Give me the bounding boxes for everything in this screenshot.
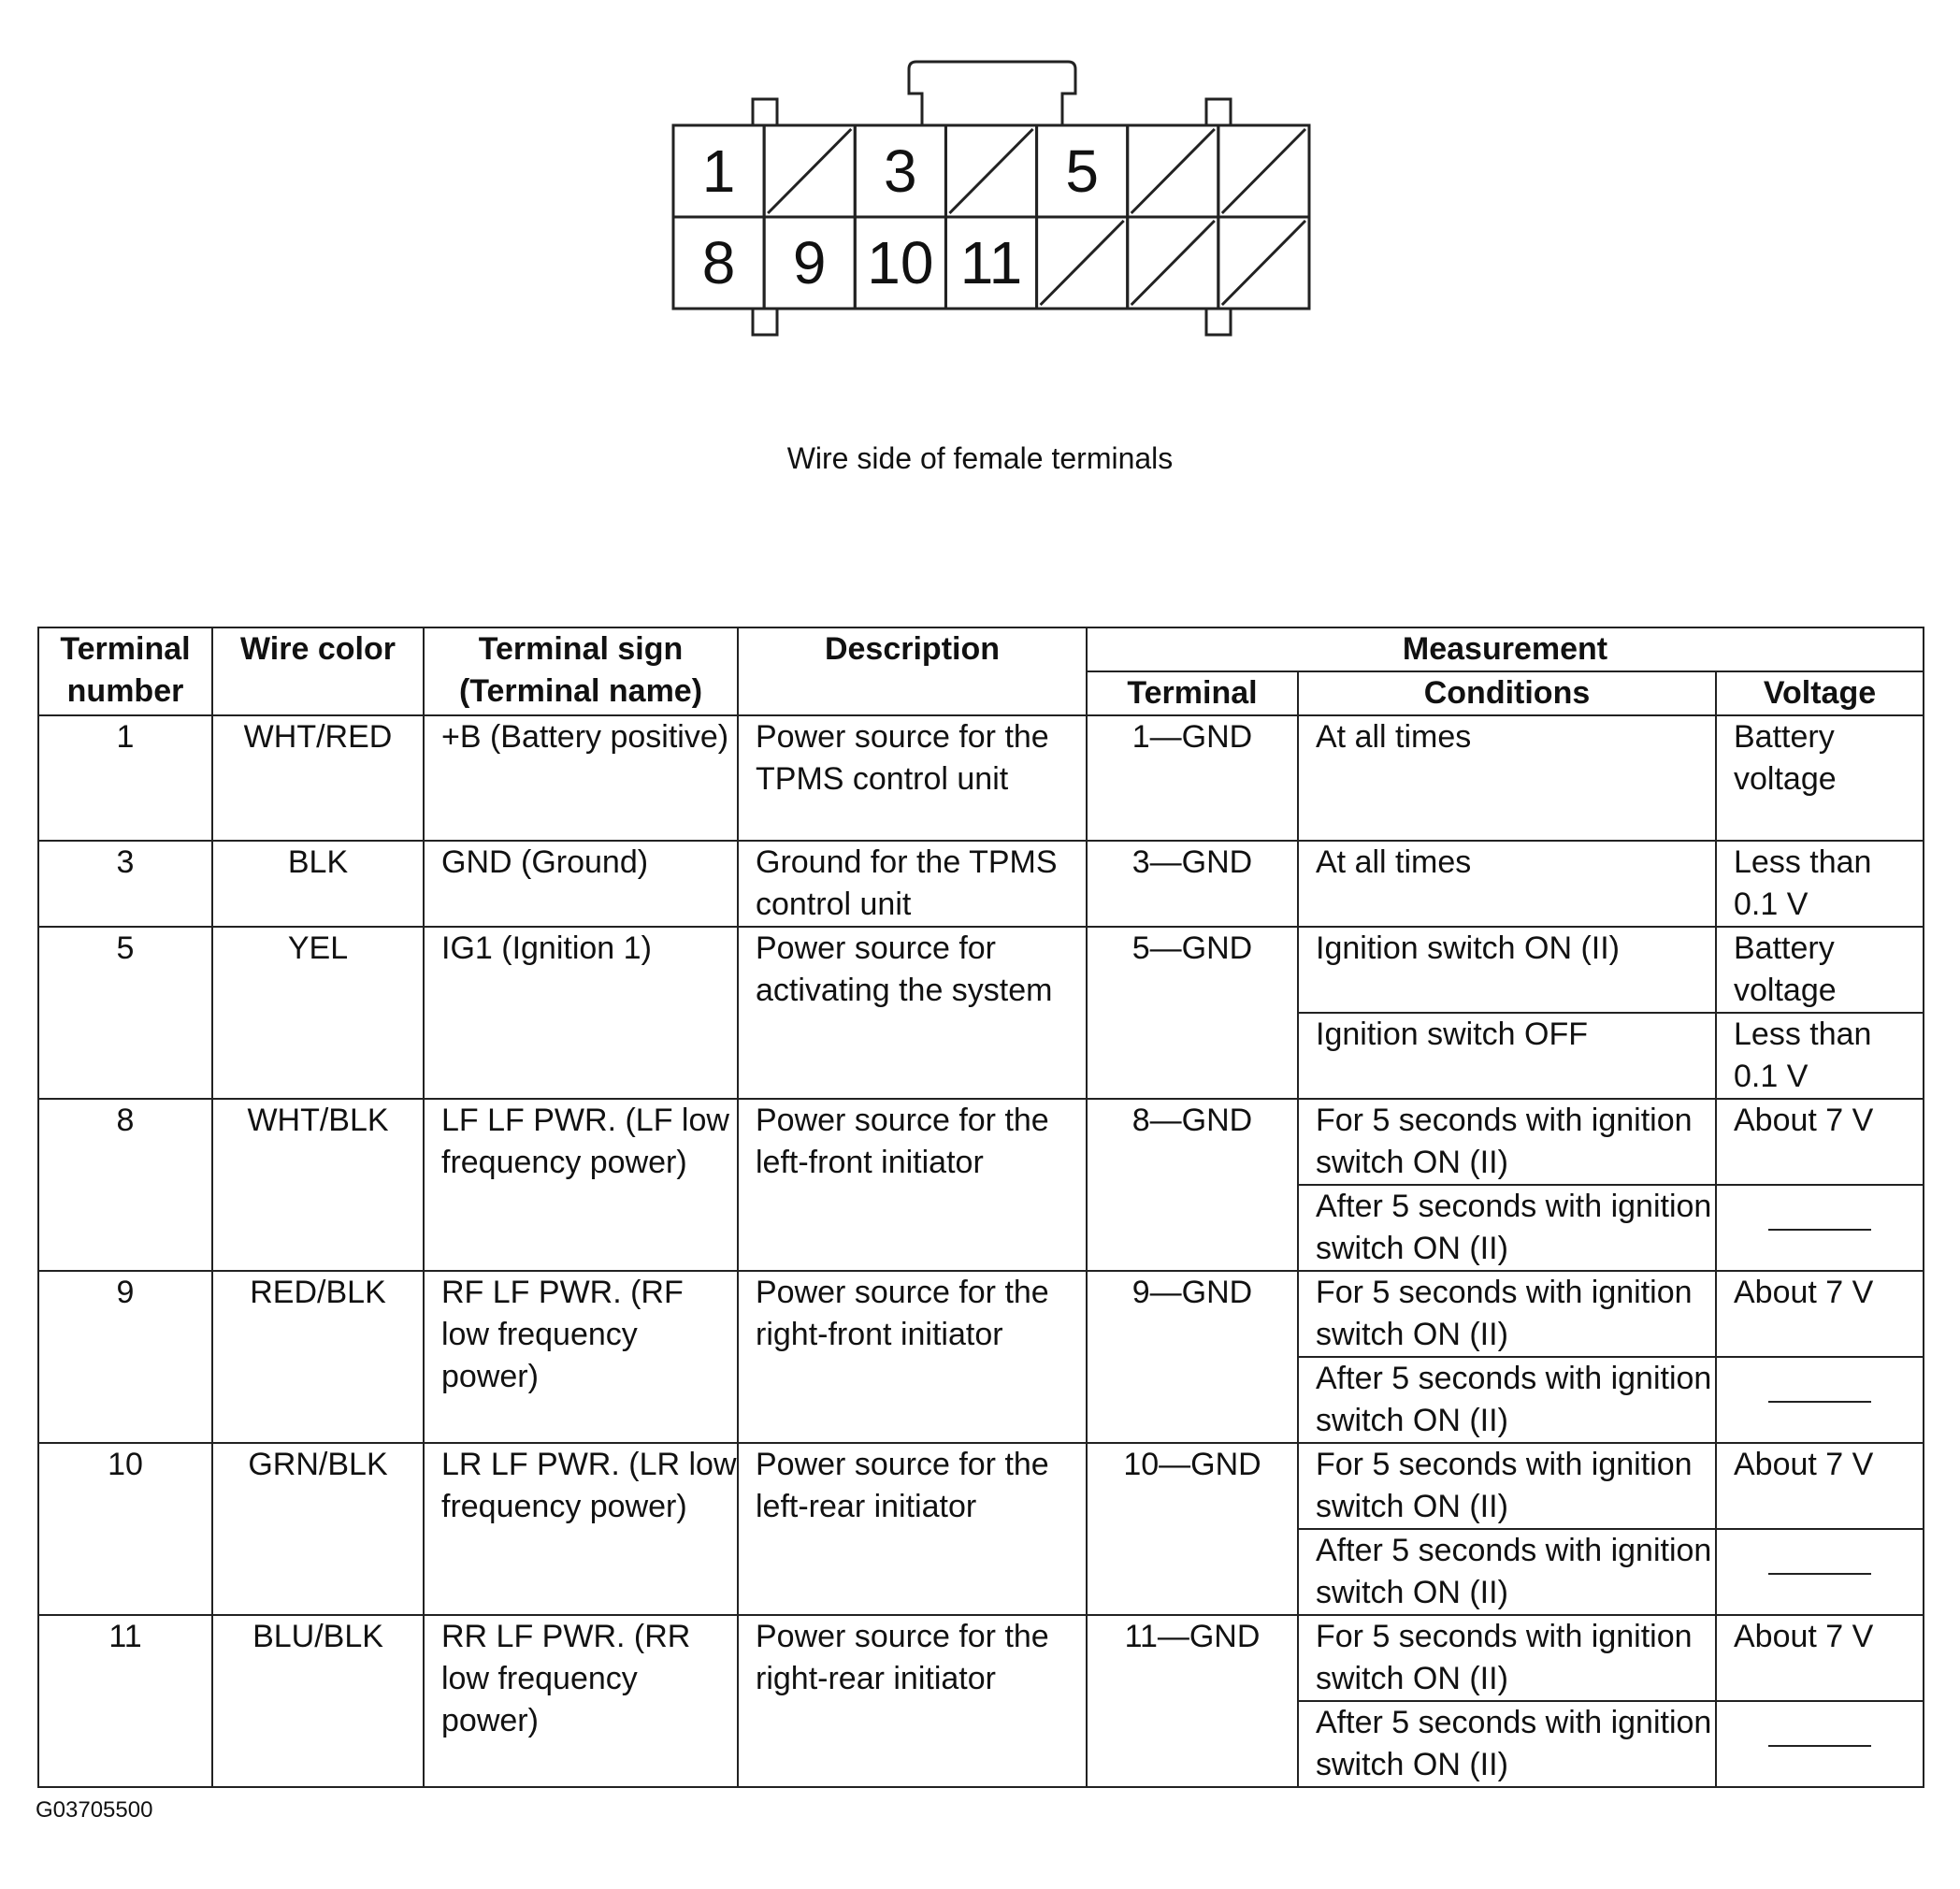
terminal-number-cell: 3 xyxy=(38,841,212,927)
description-cell: Power source for the left-rear initiator xyxy=(738,1443,1087,1615)
header-description: Description xyxy=(738,627,1087,715)
voltage-cell xyxy=(1716,1357,1924,1443)
voltage-cell: About 7 V xyxy=(1716,1615,1924,1701)
diagram-caption: Wire side of female terminals xyxy=(786,441,1174,475)
condition-cell: Ignition switch ON (II) xyxy=(1298,927,1716,1013)
condition-cell: After 5 seconds with ignition switch ON (II) xyxy=(1298,1701,1716,1787)
terminal-number-cell: 10 xyxy=(38,1443,212,1615)
terminal-sign-cell: IG1 (Ignition 1) xyxy=(424,927,738,1099)
terminal-sign-cell: RF LF PWR. (RF low frequency power) xyxy=(424,1271,738,1443)
description-cell: Power source for the right-rear initiator xyxy=(738,1615,1087,1787)
table-row xyxy=(38,1271,1924,1357)
voltage-cell: About 7 V xyxy=(1716,1443,1924,1529)
terminal-number-cell: 5 xyxy=(38,927,212,1099)
voltage-cell: Less than 0.1 V xyxy=(1716,841,1924,927)
voltage-cell: About 7 V xyxy=(1716,1099,1924,1185)
terminal-number-cell: 8 xyxy=(38,1099,212,1271)
description-cell: Ground for the TPMS control unit xyxy=(738,841,1087,927)
measure-terminal-cell: 5—GND xyxy=(1087,927,1298,1099)
terminal-sign-cell: LF LF PWR. (LF low frequency power) xyxy=(424,1099,738,1271)
header-terminal: Terminal xyxy=(1087,671,1298,715)
terminal-pin-label: 9 xyxy=(792,229,827,296)
terminal-number-cell: 1 xyxy=(38,715,212,841)
condition-cell: After 5 seconds with ignition switch ON (II) xyxy=(1298,1185,1716,1271)
terminal-sign-cell: GND (Ground) xyxy=(424,841,738,927)
figure-id: G03705500 xyxy=(36,1797,153,1823)
description-cell: Power source for the TPMS control unit xyxy=(738,715,1087,841)
no-value-dash xyxy=(1768,1745,1871,1747)
voltage-cell xyxy=(1716,1529,1924,1615)
wire-color-cell: YEL xyxy=(212,927,424,1099)
header-terminal-number: Terminal number xyxy=(38,627,212,715)
condition-cell: For 5 seconds with ignition switch ON (II) xyxy=(1298,1615,1716,1701)
voltage-cell: About 7 V xyxy=(1716,1271,1924,1357)
terminal-pin-label: 11 xyxy=(959,229,1023,296)
measure-terminal-cell: 10—GND xyxy=(1087,1443,1298,1615)
voltage-cell xyxy=(1716,1185,1924,1271)
condition-cell: After 5 seconds with ignition switch ON (II) xyxy=(1298,1357,1716,1443)
measure-terminal-cell: 1—GND xyxy=(1087,715,1298,841)
table-row xyxy=(38,841,1924,927)
table-row xyxy=(38,1615,1924,1701)
terminal-pin-label: 1 xyxy=(701,137,736,205)
voltage-cell xyxy=(1716,1701,1924,1787)
connector-peg-bottom-right xyxy=(1206,309,1231,335)
condition-cell: Ignition switch OFF xyxy=(1298,1013,1716,1099)
condition-cell: For 5 seconds with ignition switch ON (II) xyxy=(1298,1443,1716,1529)
condition-cell: At all times xyxy=(1298,715,1716,841)
condition-cell: At all times xyxy=(1298,841,1716,927)
table-row xyxy=(38,1099,1924,1185)
no-value-dash xyxy=(1768,1401,1871,1403)
terminal-pin-label: 10 xyxy=(867,229,934,296)
terminal-sign-cell: +B (Battery positive) xyxy=(424,715,738,841)
connector-latch xyxy=(909,62,1075,125)
header-measurement: Measurement xyxy=(1087,627,1924,671)
voltage-cell: Battery voltage xyxy=(1716,927,1924,1013)
header-wire-color: Wire color xyxy=(212,627,424,715)
table-row xyxy=(38,1443,1924,1529)
condition-cell: For 5 seconds with ignition switch ON (II) xyxy=(1298,1099,1716,1185)
table-row xyxy=(38,715,1924,841)
connector-peg-bottom-left xyxy=(753,309,777,335)
measure-terminal-cell: 9—GND xyxy=(1087,1271,1298,1443)
table-row xyxy=(38,927,1924,1013)
header-voltage: Voltage xyxy=(1716,671,1924,715)
wire-color-cell: WHT/RED xyxy=(212,715,424,841)
description-cell: Power source for the left-front initiator xyxy=(738,1099,1087,1271)
terminal-number-cell: 9 xyxy=(38,1271,212,1443)
description-cell: Power source for the right-front initiator xyxy=(738,1271,1087,1443)
no-value-dash xyxy=(1768,1229,1871,1231)
measure-terminal-cell: 8—GND xyxy=(1087,1099,1298,1271)
measure-terminal-cell: 11—GND xyxy=(1087,1615,1298,1787)
header-terminal-sign: Terminal sign (Terminal name) xyxy=(424,627,738,715)
condition-cell: After 5 seconds with ignition switch ON (II) xyxy=(1298,1529,1716,1615)
voltage-cell: Battery voltage xyxy=(1716,715,1924,841)
voltage-cell: Less than 0.1 V xyxy=(1716,1013,1924,1099)
terminal-sign-cell: LR LF PWR. (LR low frequency power) xyxy=(424,1443,738,1615)
no-value-dash xyxy=(1768,1573,1871,1575)
terminal-pin-label: 8 xyxy=(701,229,736,296)
connector-peg-top-left xyxy=(753,99,777,125)
wire-color-cell: WHT/BLK xyxy=(212,1099,424,1271)
connector-peg-top-right xyxy=(1206,99,1231,125)
measure-terminal-cell: 3—GND xyxy=(1087,841,1298,927)
terminal-number-cell: 11 xyxy=(38,1615,212,1787)
terminal-pin-label: 3 xyxy=(884,137,917,205)
wire-color-cell: GRN/BLK xyxy=(212,1443,424,1615)
wire-color-cell: BLU/BLK xyxy=(212,1615,424,1787)
condition-cell: For 5 seconds with ignition switch ON (II) xyxy=(1298,1271,1716,1357)
connector-diagram xyxy=(655,56,1328,355)
description-cell: Power source for activating the system xyxy=(738,927,1087,1099)
wire-color-cell: BLK xyxy=(212,841,424,927)
header-conditions: Conditions xyxy=(1298,671,1716,715)
terminal-pin-label: 5 xyxy=(1065,137,1099,205)
terminal-table xyxy=(37,627,1924,1788)
terminal-sign-cell: RR LF PWR. (RR low frequency power) xyxy=(424,1615,738,1787)
wire-color-cell: RED/BLK xyxy=(212,1271,424,1443)
